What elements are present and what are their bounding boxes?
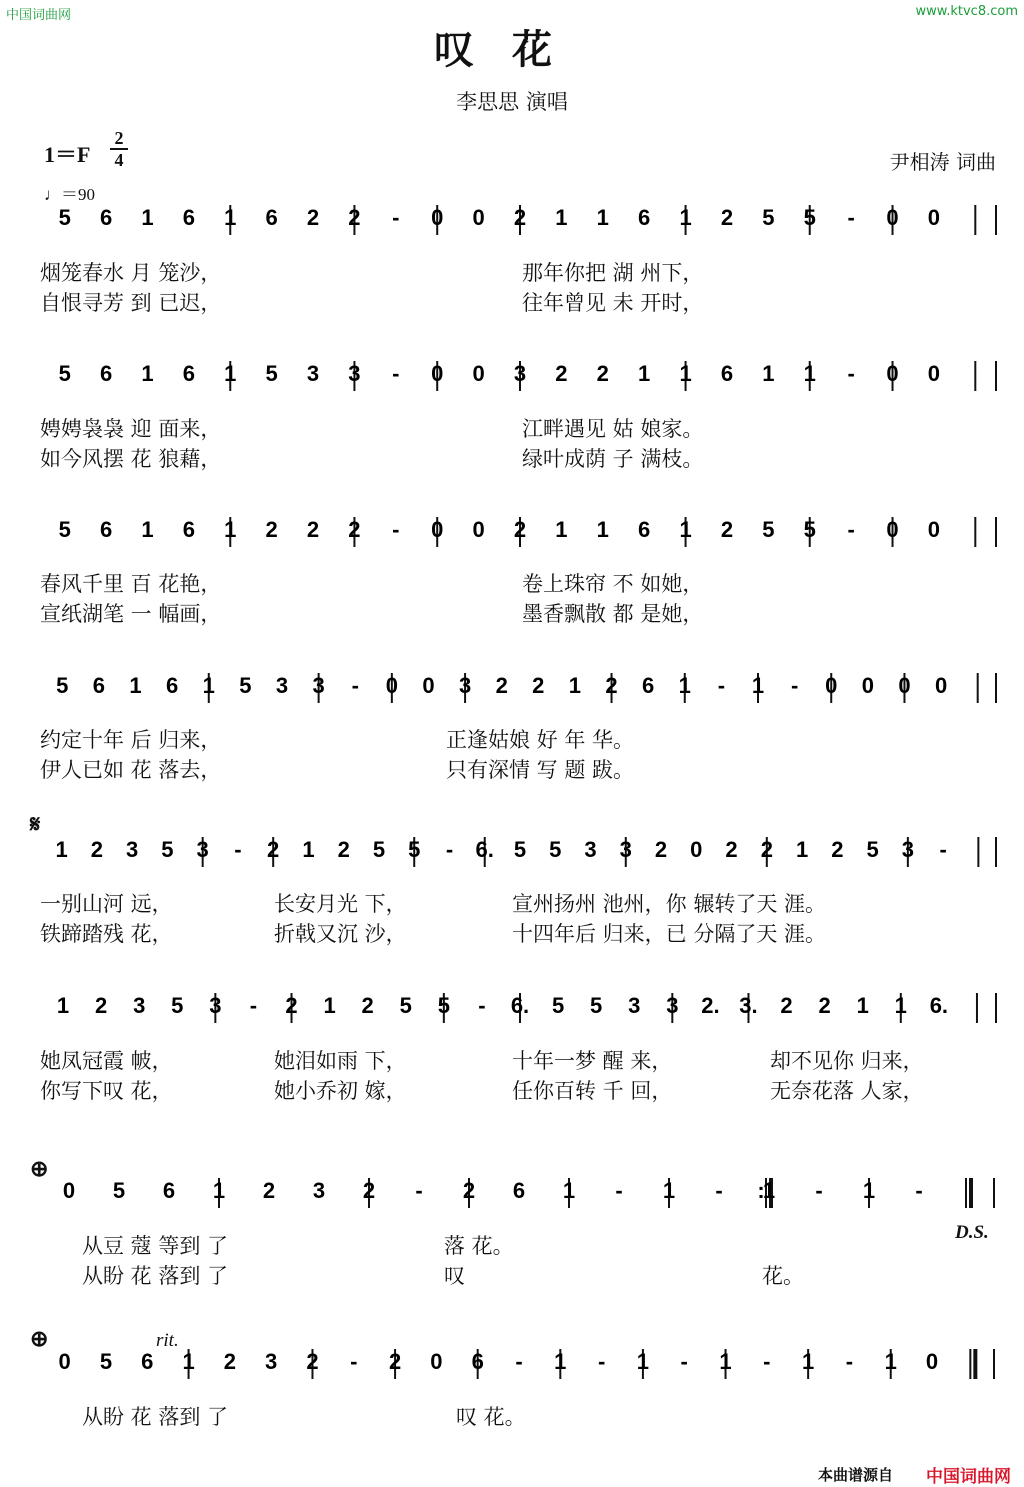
note: 5 bbox=[408, 837, 421, 862]
note: 1 bbox=[129, 673, 142, 698]
note: 0 bbox=[927, 205, 941, 230]
dash-extension: - bbox=[847, 361, 855, 386]
note: 0 bbox=[472, 361, 485, 386]
note: 3 bbox=[584, 837, 597, 862]
note: 2 bbox=[760, 837, 773, 862]
note: 6. bbox=[929, 993, 949, 1018]
note: 6 bbox=[141, 1349, 154, 1374]
note: 5 bbox=[551, 993, 565, 1018]
note: 6 bbox=[99, 205, 113, 230]
note: 1 bbox=[224, 361, 237, 386]
note: 1 bbox=[302, 837, 315, 862]
note: 1 bbox=[894, 993, 907, 1018]
time-sig-top: 2 bbox=[114, 128, 124, 148]
note: 2 bbox=[725, 837, 738, 862]
note: 1 bbox=[568, 673, 582, 698]
note: 2 bbox=[223, 1349, 236, 1374]
lyric-r6-v2b: 她小乔初 嫁， bbox=[274, 1079, 407, 1103]
time-sig-bottom: 4 bbox=[110, 148, 128, 170]
note: 1 bbox=[679, 517, 692, 542]
note: 5 bbox=[171, 993, 184, 1018]
dash-extension: - bbox=[790, 673, 799, 698]
lyric-r6-v1d: 却不见你 归来， bbox=[770, 1049, 924, 1073]
note: 3 bbox=[275, 673, 289, 698]
lyric-r5-v2b: 折戟又沉 沙， bbox=[274, 922, 407, 946]
note: 5 bbox=[58, 517, 71, 542]
note: 0 bbox=[431, 517, 444, 542]
note: 1 bbox=[141, 517, 154, 542]
lyric-r6-v2a: 你写下叹 花， bbox=[40, 1079, 173, 1103]
note: 3 bbox=[265, 1349, 278, 1374]
lyric-r2-v1b: 江畔遇见 姑 娘家。 bbox=[522, 417, 704, 441]
note: 6 bbox=[720, 361, 734, 386]
watermark-left: 中国词曲网 bbox=[6, 8, 72, 23]
lyric-r3-v1a: 春风千里 百 花艳， bbox=[40, 572, 222, 596]
note: 2 bbox=[720, 205, 734, 230]
note: 2 bbox=[306, 205, 320, 230]
note: 1 bbox=[224, 517, 237, 542]
note: 0 bbox=[898, 673, 911, 698]
note: 0 bbox=[934, 673, 948, 698]
note: 3 bbox=[513, 361, 527, 386]
note: 0 bbox=[825, 673, 838, 698]
note: 2 bbox=[596, 361, 609, 386]
ds-mark: D.S. bbox=[955, 1222, 989, 1243]
note: 1 bbox=[762, 361, 775, 386]
composer-credit: 尹相涛 词曲 bbox=[889, 150, 996, 174]
note: 2 bbox=[337, 837, 350, 862]
note: 0 bbox=[927, 517, 941, 542]
note: 2 bbox=[262, 1178, 276, 1203]
note: 2 bbox=[388, 1349, 402, 1374]
note: 3 bbox=[209, 993, 222, 1018]
note: 2 bbox=[348, 205, 361, 230]
note: 1 bbox=[555, 205, 568, 230]
note: 1 bbox=[141, 205, 154, 230]
dash-extension: - bbox=[515, 1349, 523, 1374]
dash-extension: - bbox=[847, 517, 855, 542]
note: 2 bbox=[818, 993, 831, 1018]
segno-sign: 𝄋 bbox=[30, 812, 41, 838]
note: 2 bbox=[555, 361, 568, 386]
note: 1 bbox=[55, 837, 68, 862]
lyric-r3-v2a: 宣纸湖笔 一 幅画， bbox=[40, 602, 222, 626]
note: 0 bbox=[385, 673, 398, 698]
note: 5 bbox=[56, 673, 69, 698]
lyric-r5-v2c: 十四年后 归来，已 分隔了天 涯。 bbox=[512, 922, 827, 946]
note: 5 bbox=[762, 517, 775, 542]
lyric-r6-v2c: 任你百转 千 回， bbox=[512, 1079, 673, 1103]
note: 6 bbox=[166, 673, 179, 698]
note: 3 bbox=[619, 837, 632, 862]
note: 1 bbox=[596, 205, 609, 230]
note: 1 bbox=[679, 361, 692, 386]
lyric-r1-v1a: 烟笼春水 月 笼沙， bbox=[40, 261, 222, 285]
lyric-r5-v1c: 宣州扬州 池州，你 辗转了天 涯。 bbox=[512, 892, 827, 916]
note: 2 bbox=[348, 517, 361, 542]
note: 3 bbox=[348, 361, 361, 386]
note: 1 bbox=[884, 1349, 897, 1374]
note: 0 bbox=[431, 205, 444, 230]
note: 5 bbox=[803, 517, 816, 542]
note: 5 bbox=[372, 837, 386, 862]
lyric-r4-v1a: 约定十年 后 归来， bbox=[40, 728, 222, 752]
note: 3. bbox=[739, 993, 758, 1018]
dash-extension: - bbox=[763, 1349, 771, 1374]
lyric-r2-v2b: 绿叶成荫 子 满枝。 bbox=[522, 447, 704, 471]
note: 1 bbox=[562, 1178, 576, 1203]
note: 0 bbox=[472, 517, 485, 542]
note: 0 bbox=[431, 361, 444, 386]
dash-extension: - bbox=[615, 1178, 623, 1203]
note: 6 bbox=[162, 1178, 176, 1203]
note: 1 bbox=[795, 837, 809, 862]
dash-extension: - bbox=[847, 205, 855, 230]
note: 5 bbox=[762, 205, 775, 230]
lyric-r7-v2b: 叹 bbox=[444, 1264, 465, 1288]
note: 6. bbox=[510, 993, 530, 1018]
note: 3 bbox=[133, 993, 146, 1018]
note: 2 bbox=[605, 673, 618, 698]
lyric-r6-v1b: 她泪如雨 下， bbox=[274, 1049, 407, 1073]
note: 0 bbox=[886, 517, 899, 542]
lyric-r7-v2c: 花。 bbox=[762, 1264, 804, 1288]
note: 1 bbox=[56, 993, 70, 1018]
note: 3 bbox=[458, 673, 472, 698]
note: 3 bbox=[666, 993, 679, 1018]
note: 1 bbox=[555, 517, 568, 542]
note: 1 bbox=[678, 673, 691, 698]
note: 2 bbox=[361, 993, 374, 1018]
repeat-dots: : bbox=[757, 1178, 765, 1203]
note: 0 bbox=[925, 1349, 939, 1374]
lyric-r7-v1a: 从豆 蔻 等到 了 bbox=[82, 1234, 229, 1258]
lyric-r5-v1a: 一别山河 远， bbox=[40, 892, 173, 916]
note: 2 bbox=[265, 517, 278, 542]
note: 1 bbox=[719, 1349, 732, 1374]
note: 2 bbox=[513, 205, 527, 230]
note: 5 bbox=[399, 993, 412, 1018]
lyric-r5-v1b: 长安月光 下， bbox=[274, 892, 407, 916]
note: 5 bbox=[265, 361, 278, 386]
note: 0 bbox=[472, 205, 485, 230]
note: 1 bbox=[856, 993, 869, 1018]
note: 2 bbox=[306, 517, 320, 542]
note: 2 bbox=[532, 673, 545, 698]
note: 6 bbox=[182, 205, 195, 230]
note: 6 bbox=[512, 1178, 526, 1203]
note: 6 bbox=[99, 517, 113, 542]
key-signature: 1＝F bbox=[44, 142, 91, 167]
note: 1 bbox=[323, 993, 336, 1018]
note: 1 bbox=[662, 1178, 676, 1203]
note: 1 bbox=[638, 361, 651, 386]
dash-extension: - bbox=[392, 517, 400, 542]
lyric-r7-v1b: 落 花。 bbox=[444, 1234, 514, 1258]
note: 2 bbox=[462, 1178, 476, 1203]
dash-extension: - bbox=[478, 993, 486, 1018]
note: 1 bbox=[803, 361, 816, 386]
note: 3 bbox=[312, 1178, 326, 1203]
note: 2 bbox=[831, 837, 844, 862]
lyric-r6-v1c: 十年一梦 醒 来， bbox=[512, 1049, 673, 1073]
note: 1 bbox=[636, 1349, 650, 1374]
lyric-r3-v2b: 墨香飘散 都 是她， bbox=[522, 602, 704, 626]
lyric-r2-v2a: 如今风摆 花 狼藉， bbox=[40, 447, 222, 471]
note: 6 bbox=[265, 205, 278, 230]
footer-source-site: 中国词曲网 bbox=[926, 1467, 1011, 1487]
note: 1 bbox=[212, 1178, 226, 1203]
song-title: 叹花 bbox=[434, 26, 590, 73]
note: 1 bbox=[141, 361, 154, 386]
lyric-r8-v1a: 从盼 花 落到 了 bbox=[82, 1405, 229, 1429]
note: 5 bbox=[161, 837, 174, 862]
note: 6 bbox=[471, 1349, 484, 1374]
dash-extension: - bbox=[351, 673, 359, 698]
note: 6 bbox=[638, 205, 651, 230]
dash-extension: - bbox=[915, 1178, 923, 1203]
note: 0 bbox=[690, 837, 703, 862]
dash-extension: - bbox=[445, 837, 454, 862]
note: 3 bbox=[901, 837, 914, 862]
note: 5 bbox=[513, 837, 527, 862]
singer-credit: 李思思 演唱 bbox=[456, 90, 568, 114]
note: 5 bbox=[803, 205, 816, 230]
note: 1 bbox=[802, 1349, 815, 1374]
note: 6 bbox=[92, 673, 106, 698]
rit-mark: rit. bbox=[156, 1330, 179, 1351]
note: 2 bbox=[94, 993, 108, 1018]
lyric-r6-v1a: 她凤冠霞 帔， bbox=[40, 1049, 173, 1073]
lyric-r3-v1b: 卷上珠帘 不 如她， bbox=[522, 572, 704, 596]
footer-source-label: 本曲谱源自 bbox=[818, 1466, 894, 1484]
watermark-right: www.ktvc8.com bbox=[915, 4, 1018, 19]
note: 6. bbox=[475, 837, 494, 862]
note: 1 bbox=[596, 517, 609, 542]
note: 0 bbox=[886, 361, 899, 386]
note: 1 bbox=[751, 673, 765, 698]
note: 3 bbox=[196, 837, 209, 862]
coda-sign-1: ⊕ bbox=[30, 1156, 49, 1181]
note: 5 bbox=[549, 837, 562, 862]
note: 2 bbox=[362, 1178, 376, 1203]
note: 0 bbox=[62, 1178, 76, 1203]
note: 5 bbox=[866, 837, 879, 862]
dash-extension: - bbox=[845, 1349, 854, 1374]
dash-extension: - bbox=[249, 993, 258, 1018]
note: 0 bbox=[422, 673, 435, 698]
lyric-r1-v2b: 往年曾见 未 开时， bbox=[522, 291, 704, 315]
dash-extension: - bbox=[717, 673, 726, 698]
note: 2 bbox=[495, 673, 508, 698]
note: 0 bbox=[58, 1349, 71, 1374]
lyric-r6-v2d: 无奈花落 人家， bbox=[770, 1079, 924, 1103]
lyric-r4-v1b: 正逢姑娘 好 年 华。 bbox=[446, 728, 635, 752]
note: 5 bbox=[437, 993, 450, 1018]
dash-extension: - bbox=[392, 361, 400, 386]
note: 5 bbox=[58, 361, 71, 386]
note: 2 bbox=[513, 517, 527, 542]
note: 2. bbox=[701, 993, 720, 1018]
note: 2 bbox=[285, 993, 298, 1018]
note: 0 bbox=[927, 361, 941, 386]
note: 6 bbox=[638, 517, 651, 542]
note: 0 bbox=[886, 205, 899, 230]
note: 1 bbox=[762, 1178, 776, 1203]
note: 2 bbox=[720, 517, 734, 542]
dash-extension: - bbox=[680, 1349, 688, 1374]
dash-extension: - bbox=[597, 1349, 606, 1374]
lyric-r1-v1b: 那年你把 湖 州下， bbox=[522, 261, 704, 285]
note: 3 bbox=[312, 673, 325, 698]
note: 6 bbox=[99, 361, 113, 386]
note: 0 bbox=[861, 673, 874, 698]
dash-extension: - bbox=[234, 837, 242, 862]
note: 5 bbox=[112, 1178, 126, 1203]
dash-extension: - bbox=[392, 205, 400, 230]
lyric-r4-v2b: 只有深情 写 题 跋。 bbox=[446, 758, 635, 782]
tempo-marking: ♩＝90 bbox=[44, 185, 95, 204]
note: 2 bbox=[306, 1349, 319, 1374]
lyric-r5-v2a: 铁蹄踏残 花， bbox=[40, 922, 173, 946]
lyric-r4-v2a: 伊人已如 花 落去， bbox=[40, 758, 222, 782]
notation-layer bbox=[56, 205, 996, 1379]
lyric-r7-v2a: 从盼 花 落到 了 bbox=[82, 1264, 229, 1288]
note: 2 bbox=[90, 837, 104, 862]
note: 2 bbox=[780, 993, 793, 1018]
note: 6 bbox=[182, 361, 195, 386]
note: 1 bbox=[862, 1178, 876, 1203]
note: 3 bbox=[628, 993, 641, 1018]
dash-extension: - bbox=[939, 837, 947, 862]
note: 1 bbox=[202, 673, 215, 698]
note: 5 bbox=[239, 673, 252, 698]
note: 0 bbox=[430, 1349, 443, 1374]
dash-extension: - bbox=[715, 1178, 723, 1203]
note: 5 bbox=[58, 205, 71, 230]
note: 1 bbox=[554, 1349, 567, 1374]
note: 3 bbox=[306, 361, 320, 386]
dash-extension: - bbox=[350, 1349, 358, 1374]
lyric-r1-v2a: 自恨寻芳 到 已迟， bbox=[40, 291, 222, 315]
note: 6 bbox=[182, 517, 195, 542]
dash-extension: - bbox=[415, 1178, 423, 1203]
note: 3 bbox=[126, 837, 139, 862]
note: 6 bbox=[642, 673, 655, 698]
note: 1 bbox=[182, 1349, 195, 1374]
dash-extension: - bbox=[815, 1178, 823, 1203]
note: 5 bbox=[99, 1349, 113, 1374]
note: 2 bbox=[267, 837, 280, 862]
note: 5 bbox=[590, 993, 603, 1018]
lyric-r2-v1a: 娉娉袅袅 迎 面来， bbox=[40, 417, 222, 441]
note: 1 bbox=[224, 205, 237, 230]
note: 1 bbox=[679, 205, 692, 230]
coda-sign-2: ⊕ bbox=[30, 1326, 49, 1351]
lyric-r8-v1b: 叹 花。 bbox=[456, 1405, 526, 1429]
note: 2 bbox=[654, 837, 668, 862]
